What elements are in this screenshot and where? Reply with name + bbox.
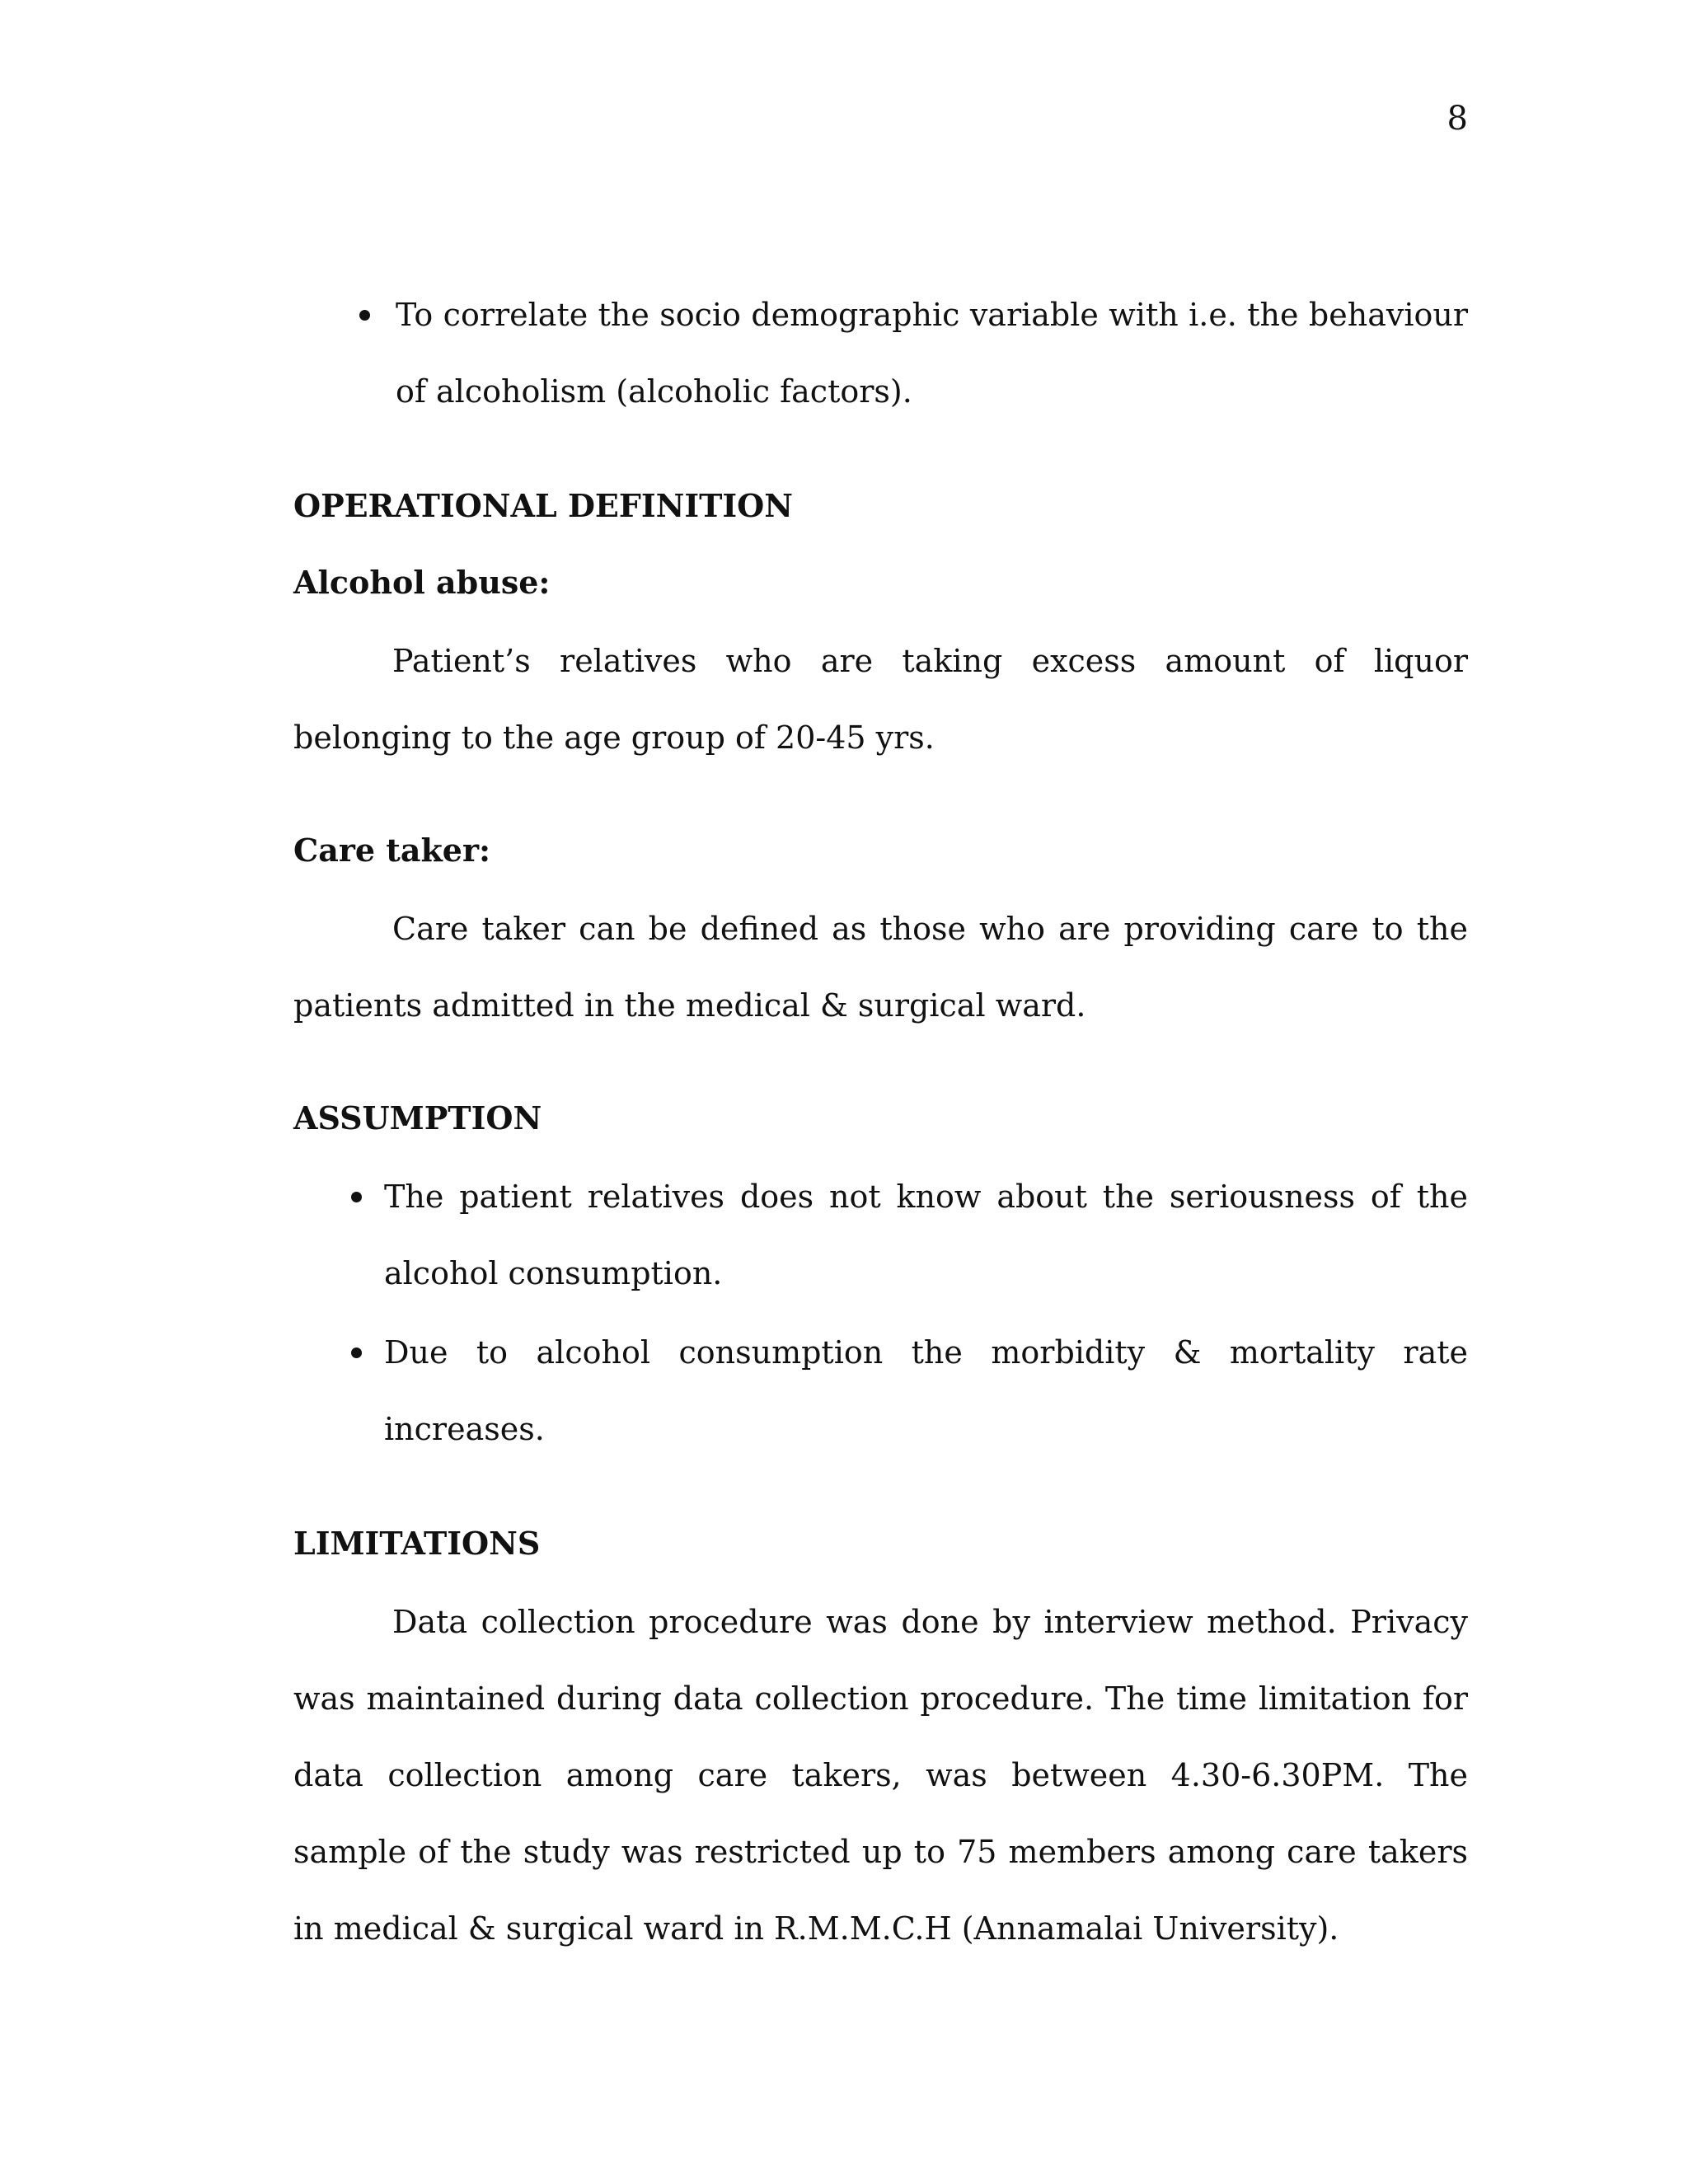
- alcohol-abuse-definition: Patient’s relatives who are taking excess amount of liquor belonging to the age group of 20-45 yrs.: [293, 643, 1468, 756]
- bullet-icon: [351, 1192, 362, 1202]
- alcohol-abuse-term: Alcohol abuse:: [293, 564, 551, 601]
- limitations-heading: LIMITATIONS: [293, 1525, 541, 1562]
- objective-text: To correlate the socio demographic variable with i.e. the behaviour of alcoholism (alcoholic factors).: [396, 297, 1468, 410]
- care-taker-definition-block: [293, 891, 1468, 1044]
- assumption-heading: ASSUMPTION: [293, 1099, 542, 1137]
- limitations-block: [293, 1584, 1468, 1967]
- assumption-text: Due to alcohol consumption the morbidity & mortality rate increases.: [384, 1334, 1468, 1447]
- list-item: [293, 277, 1468, 430]
- limitations-text: Data collection procedure was done by interview method. Privacy was maintained during data collection procedure. The time limitation for data collection among care takers, was between 4.30-6.30PM. The sample of the study was restricted up to 75 members among care takers in medical & surgical ward in R.M.M.C.H (Annamalai University).: [293, 1604, 1468, 1947]
- care-taker-term: Care taker:: [293, 832, 491, 869]
- page-number: 8: [1447, 100, 1468, 138]
- bullet-icon: [359, 310, 370, 321]
- assumption-text: The patient relatives does not know about the seriousness of the alcohol consumption.: [384, 1179, 1468, 1291]
- assumption-list: [293, 1159, 1468, 1468]
- bullet-icon: [351, 1347, 362, 1358]
- list-item: [293, 1315, 1468, 1468]
- operational-definition-heading: OPERATIONAL DEFINITION: [293, 487, 794, 524]
- alcohol-abuse-definition-block: [293, 623, 1468, 776]
- objective-list: [293, 277, 1468, 430]
- care-taker-definition: Care taker can be defined as those who are providing care to the patients admitted in the medical & surgical ward.: [293, 911, 1468, 1024]
- list-item: [293, 1159, 1468, 1312]
